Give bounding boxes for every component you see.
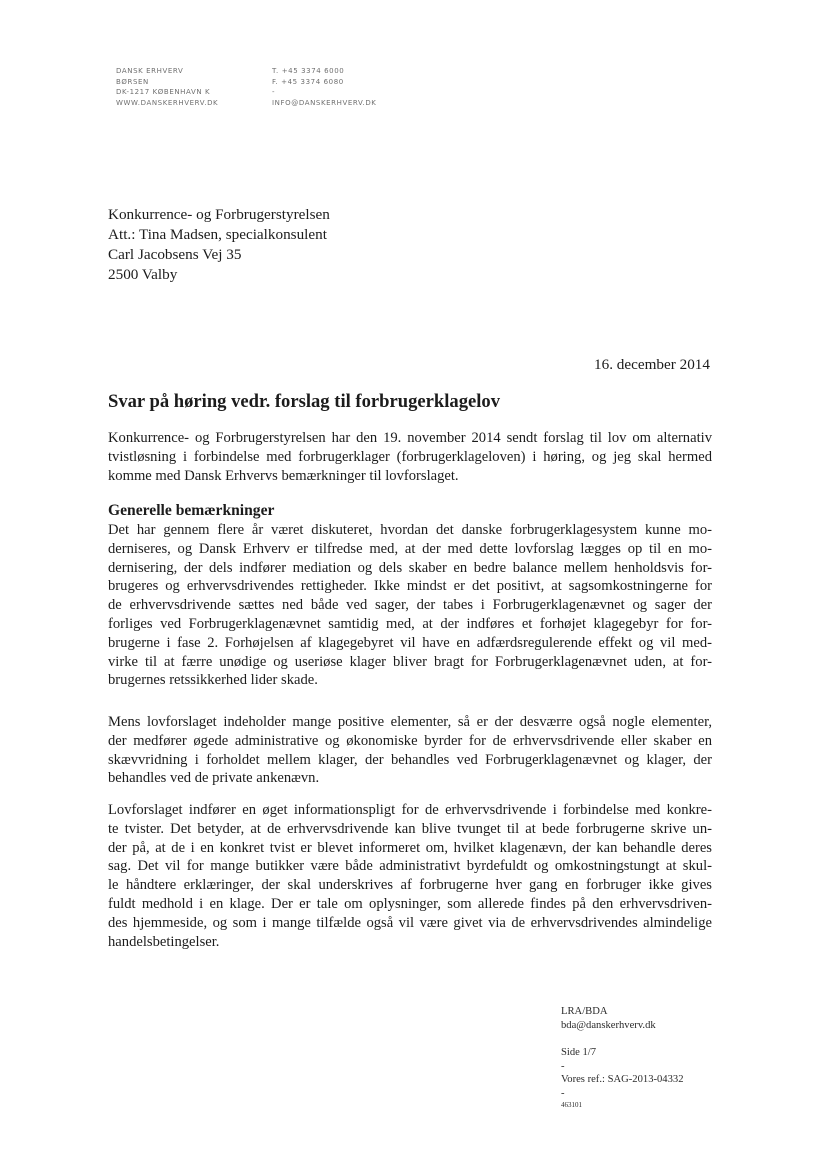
letterhead-phone: T. +45 3374 6000 [272,67,345,75]
letterhead-company: DANSK ERHVERV [116,67,184,75]
text-line: Konkurrence- og Forbrugerstyrelsen har den 19. november 2014 sendt forslag til lov om alternativ [108,430,712,446]
text-line: le håndtere erklæringer, der skal underskrives af forbrugerne hver gang en forbruger ikke gives [108,877,712,894]
spacer [561,1032,684,1046]
text-line: forliges ved Forbrugerklagenævnet samtidig med, at der indføres et forhøjet klagegebyr for for- [108,615,712,632]
letterhead-email: INFO@DANSKERHVERV.DK [272,98,377,107]
text-line: behandles ved de private ankenævn. [108,770,320,787]
separator-dash: - [561,1087,565,1099]
letterhead-contact [272,66,377,108]
text-line: komme med Dansk Erhvervs bemærkninger til lovforslaget. [108,467,459,484]
recipient-organization: Konkurrence- og Forbrugerstyrelsen [108,206,330,223]
text-line: fuldt medhold i en klage. Der er tale om oplysninger, som allerede findes på den erhvervsdriven- [108,895,712,912]
text-line: brugerne i fase 2. Forhøjelsen af klagegebyret vil have en adfærdsregulerende effekt og vil med- [108,634,712,651]
sender-email: bda@danskerhverv.dk [561,1019,656,1031]
letterhead-building: BØRSEN [116,77,149,86]
text-line: de erhvervsdrivende sættes ned både ved sager, der tabes i Forbrugerklagenævnet og sager der [108,597,712,614]
text-line: brugernes retssikkerhed lider skade. [108,672,318,689]
text-line: brugeres og erhvervsdrivendes rettigheder. Ikke mindst er det positivt, at sagsomkostningerne for [108,578,712,595]
sender-initials: LRA/BDA [561,1006,608,1017]
letterhead-city: DK-1217 KØBENHAVN K [116,88,211,96]
text-line: Lovforslaget indfører en øget informationspligt for de erhvervsdrivende i forbindelse med konkre- [108,802,712,818]
text-line: Mens lovforslaget indeholder mange positive elementer, så er der desværre også nogle elementer, [108,714,712,730]
recipient-city: 2500 Valby [108,266,178,283]
paragraph-general [108,521,712,690]
document-number: 463101 [561,1100,582,1109]
recipient-attention: Att.: Tina Madsen, specialkonsulent [108,226,327,243]
separator-dash: - [561,1060,565,1072]
text-line: Det har gennem flere år været diskuteret, hvordan det danske forbrugerklagesystem kunne mo- [108,522,712,538]
text-line: des hjemmeside, og som i mange tilfælde også vil være givet via de erhvervsdrivendes almindelige [108,914,712,931]
text-line: handelsbetingelser. [108,933,220,950]
text-line: skævvridning i forholdet mellem klager, der behandles ved Forbrugerklagenævnet og klager, der [108,751,712,768]
text-line: virke til at færre unødige og useriøse klager bliver bragt for Forbrugerklagenævnet uden, at for- [108,653,712,670]
section-heading: Generelle bemærkninger [108,502,275,519]
text-line: te tvister. Det betyder, at de erhvervsdrivende kan blive tvunget til at bede forbrugerne skrive un- [108,820,712,837]
paragraph-burdens [108,713,712,788]
reference-number: Vores ref.: SAG-2013-04332 [561,1074,684,1086]
intro-paragraph [108,429,712,485]
sidebar-reference [561,1005,684,1110]
recipient-address [108,205,330,285]
text-line: der på, at de i en konkret tvist er blevet informeret om, hvilket klagenævn, der kan behandle deres [108,839,712,856]
letter-date: 16. december 2014 [594,356,710,373]
paragraph-information-duty [108,801,712,951]
text-line: tvistløsning i forbindelse med forbrugerklager (forbrugerklageloven) i høring, og jeg skal hermed [108,448,712,465]
letterhead-website: WWW.DANSKERHVERV.DK [116,98,219,107]
text-line: derniseres, og Dansk Erhverv er tilfredse med, at der med dette lovforslag lægges op til en mo- [108,540,712,557]
text-line: sag. Det vil for mange butikker være både administrativt byrdefuldt og omkostningstungt at skul- [108,858,712,875]
recipient-street: Carl Jacobsens Vej 35 [108,246,242,263]
letterhead-address [116,66,218,108]
text-line: der medfører øgede administrative og økonomiske byrder for de erhvervsdrivende eller skaber en [108,732,712,749]
letterhead-fax: F. +45 3374 6080 [272,77,344,86]
letterhead-separator: - [272,88,276,96]
text-line: dernisering, der dels indfører mediation og dels skaber en bedre balance mellem henholdsvis for- [108,559,712,576]
page-number: Side 1/7 [561,1047,597,1059]
letter-title: Svar på høring vedr. forslag til forbrugerklagelov [108,391,501,412]
